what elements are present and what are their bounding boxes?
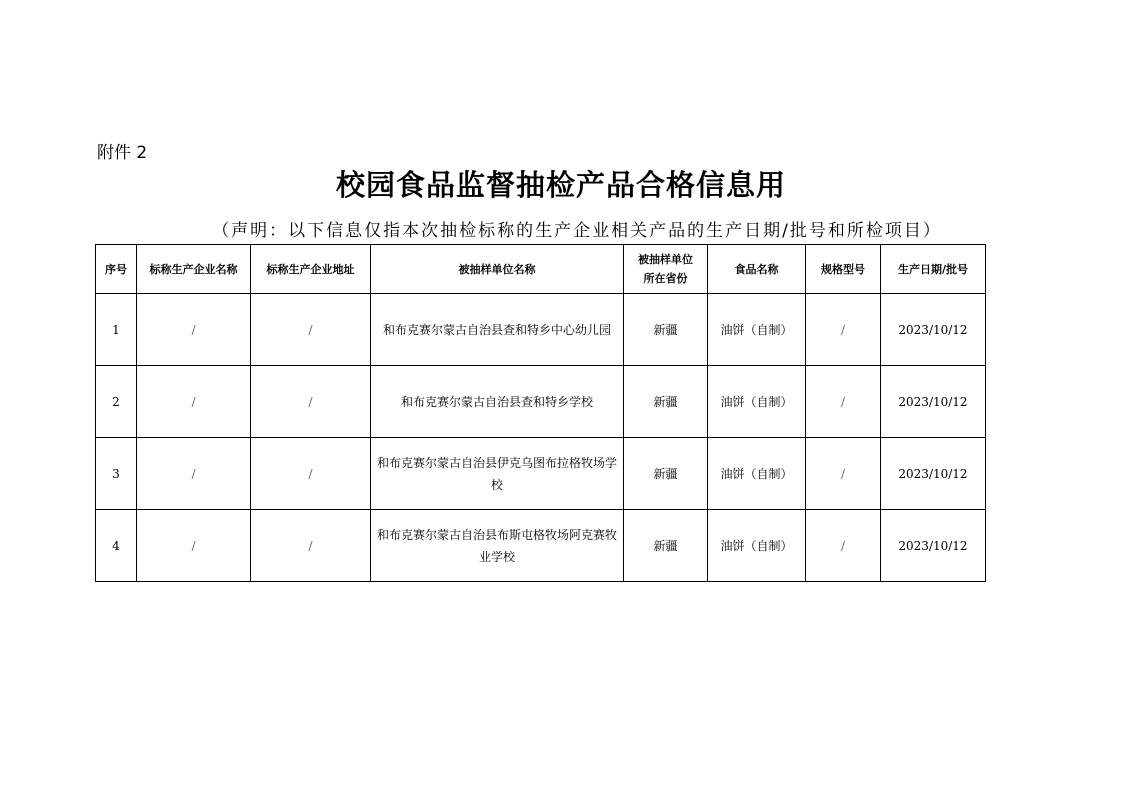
cell-sampled-unit: 和布克赛尔蒙古自治县查和特乡中心幼儿园	[371, 294, 624, 366]
cell-province: 新疆	[624, 438, 708, 510]
header-production-date: 生产日期/批号	[881, 245, 986, 294]
header-sampled-province-line2: 所在省份	[643, 272, 688, 285]
cell-spec: /	[806, 294, 881, 366]
cell-production-date: 2023/10/12	[881, 438, 986, 510]
cell-spec: /	[806, 438, 881, 510]
inspection-results-table	[95, 244, 986, 582]
cell-sampled-unit: 和布克赛尔蒙古自治县查和特乡学校	[371, 366, 624, 438]
cell-manufacturer-address: /	[251, 510, 371, 582]
cell-seq: 2	[96, 366, 137, 438]
disclaimer-statement: （声明：以下信息仅指本次抽检标称的生产企业相关产品的生产日期/批号和所检项目）	[212, 221, 942, 241]
table-header-row	[96, 245, 986, 294]
header-manufacturer-address: 标称生产企业地址	[251, 245, 371, 294]
table-row	[96, 294, 986, 366]
header-sampled-province	[624, 245, 708, 294]
header-sampled-unit: 被抽样单位名称	[371, 245, 624, 294]
cell-seq: 4	[96, 510, 137, 582]
cell-sampled-unit: 和布克赛尔蒙古自治县伊克乌图布拉格牧场学校	[371, 438, 624, 510]
cell-production-date: 2023/10/12	[881, 366, 986, 438]
cell-food-name: 油饼（自制）	[708, 438, 806, 510]
table-row	[96, 366, 986, 438]
header-sampled-province-line1: 被抽样单位	[638, 253, 693, 266]
table-row	[96, 510, 986, 582]
attachment-label: 附件 2	[97, 143, 148, 163]
cell-production-date: 2023/10/12	[881, 294, 986, 366]
table-row	[96, 438, 986, 510]
cell-manufacturer-name: /	[137, 294, 251, 366]
cell-province: 新疆	[624, 510, 708, 582]
cell-province: 新疆	[624, 366, 708, 438]
cell-manufacturer-name: /	[137, 510, 251, 582]
cell-manufacturer-address: /	[251, 438, 371, 510]
cell-food-name: 油饼（自制）	[708, 294, 806, 366]
header-seq: 序号	[96, 245, 137, 294]
header-spec: 规格型号	[806, 245, 881, 294]
cell-spec: /	[806, 510, 881, 582]
cell-sampled-unit: 和布克赛尔蒙古自治县布斯屯格牧场阿克赛牧业学校	[371, 510, 624, 582]
cell-production-date: 2023/10/12	[881, 510, 986, 582]
cell-food-name: 油饼（自制）	[708, 366, 806, 438]
cell-food-name: 油饼（自制）	[708, 510, 806, 582]
cell-seq: 3	[96, 438, 137, 510]
cell-manufacturer-address: /	[251, 366, 371, 438]
cell-manufacturer-name: /	[137, 366, 251, 438]
header-manufacturer-name: 标称生产企业名称	[137, 245, 251, 294]
cell-spec: /	[806, 366, 881, 438]
cell-manufacturer-address: /	[251, 294, 371, 366]
cell-province: 新疆	[624, 294, 708, 366]
cell-manufacturer-name: /	[137, 438, 251, 510]
document-title: 校园食品监督抽检产品合格信息用	[335, 168, 786, 202]
cell-seq: 1	[96, 294, 137, 366]
header-food-name: 食品名称	[708, 245, 806, 294]
